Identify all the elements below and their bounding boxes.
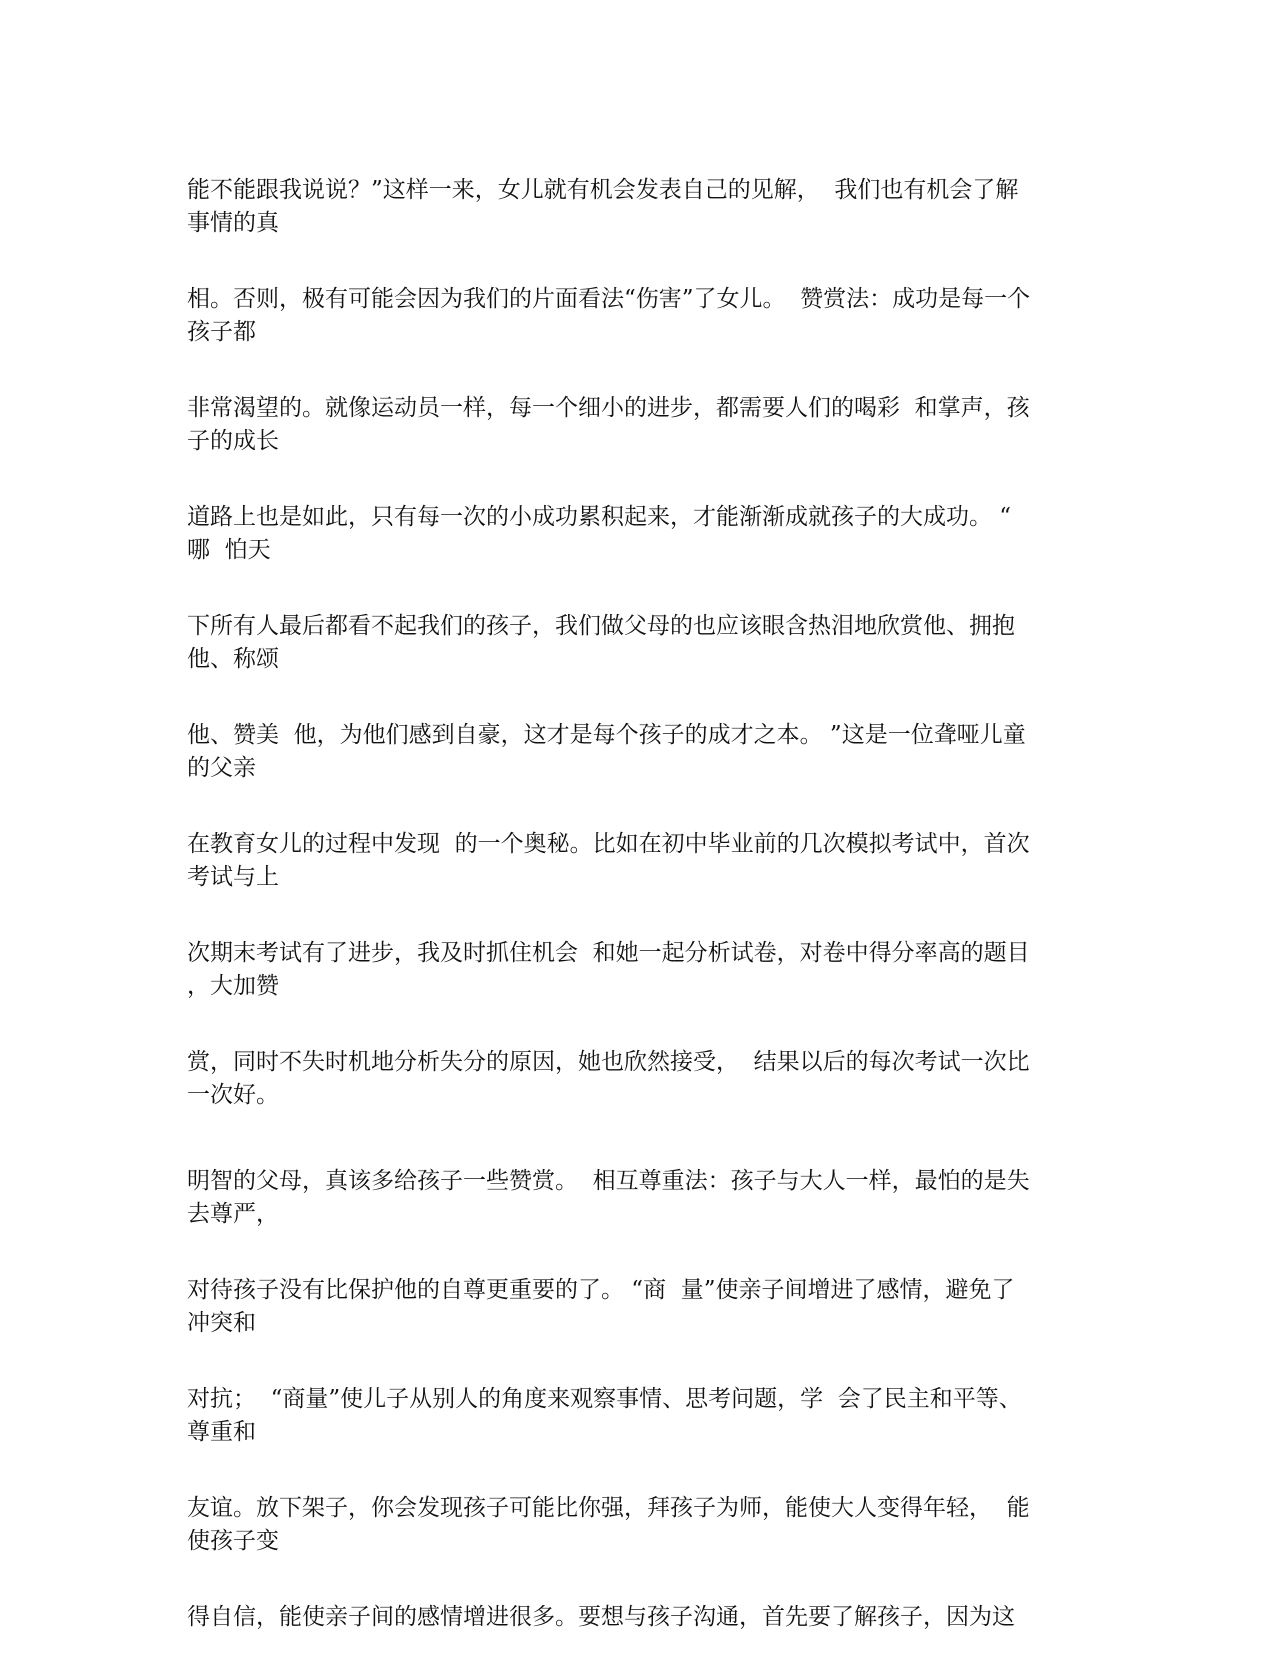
text-line: 冲突和: [187, 1310, 256, 1336]
text-line: 子的成长: [187, 428, 279, 454]
text-line: 对抗； “商量”使儿子从别人的角度来观察事情、思考问题，学 会了民主和平等、: [187, 1386, 1022, 1412]
text-line: 孩子都: [187, 319, 256, 345]
text-line: 下所有人最后都看不起我们的孩子，我们做父母的也应该眼含热泪地欣赏他、拥抱: [187, 613, 1015, 639]
text-line: 相。否则，极有可能会因为我们的片面看法“伤害”了女儿。 赞赏法：成功是每一个: [187, 286, 1031, 312]
text-line: 次期末考试有了进步，我及时抓住机会 和她一起分析试卷，对卷中得分率高的题目: [187, 940, 1030, 966]
text-line: 使孩子变: [187, 1528, 279, 1554]
text-line: 事情的真: [187, 210, 279, 236]
paragraph: [187, 1492, 1097, 1558]
text-line: 友谊。放下架子，你会发现孩子可能比你强，拜孩子为师，能使大人变得年轻， 能: [187, 1495, 1030, 1521]
paragraph: [187, 283, 1097, 349]
text-line: 他、称颂: [187, 646, 279, 672]
paragraph: [187, 1383, 1097, 1449]
text-line: 哪 怕天: [187, 537, 271, 563]
text-line: 能不能跟我说说？”这样一来，女儿就有机会发表自己的见解， 我们也有机会了解: [187, 177, 1019, 203]
paragraph: [187, 1601, 1097, 1634]
paragraph: [187, 174, 1097, 240]
paragraph: [187, 719, 1097, 785]
text-line: 他、赞美 他，为他们感到自豪，这才是每个孩子的成才之本。 ”这是一位聋哑儿童: [187, 722, 1026, 748]
paragraph: [187, 610, 1097, 676]
text-line: 的父亲: [187, 755, 256, 781]
text-line: 尊重和: [187, 1419, 256, 1445]
paragraph: [187, 1165, 1097, 1231]
text-line: 对待孩子没有比保护他的自尊更重要的了。 “商 量”使亲子间增进了感情，避免了: [187, 1277, 1015, 1303]
paragraph: [187, 937, 1097, 1003]
text-line: 一次好。: [187, 1082, 279, 1108]
text-line: 得自信，能使亲子间的感情增进很多。要想与孩子沟通，首先要了解孩子，因为这: [187, 1604, 1015, 1630]
paragraph: [187, 1046, 1097, 1112]
text-line: 去尊严，: [187, 1201, 279, 1227]
text-line: 考试与上: [187, 864, 279, 890]
document-body: [187, 174, 1097, 1677]
text-line: 明智的父母，真该多给孩子一些赞赏。 相互尊重法：孩子与大人一样，最怕的是失: [187, 1168, 1030, 1194]
paragraph: [187, 828, 1097, 894]
text-line: ，大加赞: [187, 973, 279, 999]
paragraph: [187, 501, 1097, 567]
paragraph: [187, 392, 1097, 458]
paragraph: [187, 1274, 1097, 1340]
text-line: 道路上也是如此，只有每一次的小成功累积起来，才能渐渐成就孩子的大成功。 “: [187, 504, 1012, 530]
text-line: 在教育女儿的过程中发现 的一个奥秘。比如在初中毕业前的几次模拟考试中，首次: [187, 831, 1030, 857]
text-line: 非常渴望的。就像运动员一样，每一个细小的进步，都需要人们的喝彩 和掌声，孩: [187, 395, 1030, 421]
text-line: 赏，同时不失时机地分析失分的原因，她也欣然接受， 结果以后的每次考试一次比: [187, 1049, 1030, 1075]
